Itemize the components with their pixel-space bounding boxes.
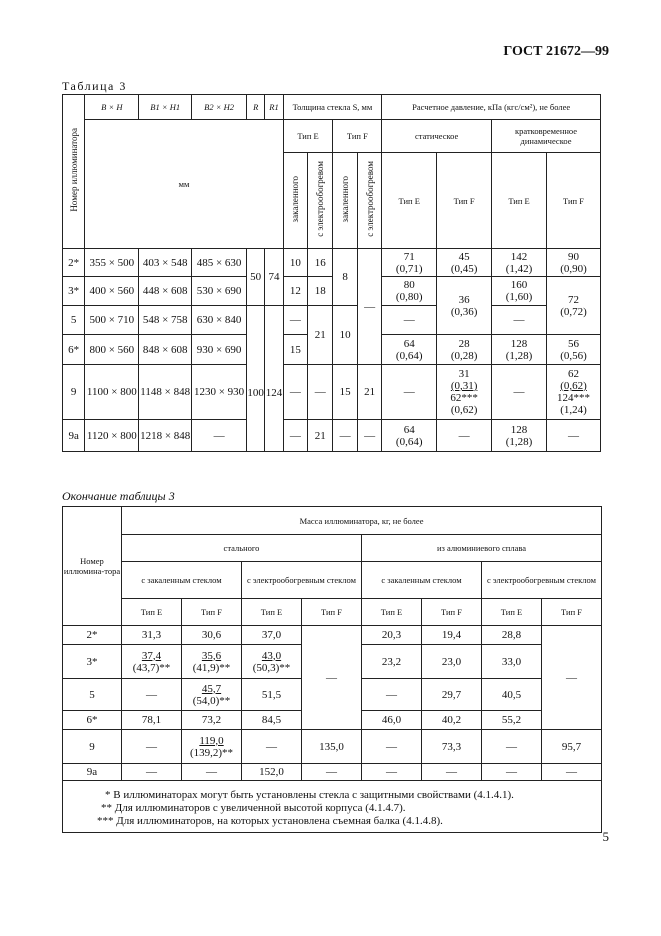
cell-s-e-h: —	[308, 365, 333, 420]
cell-r1: 124	[265, 335, 283, 452]
cell: 73,2	[182, 711, 242, 730]
header-tempered-f: закаленного	[333, 153, 357, 249]
cell: 31,3	[122, 626, 182, 645]
cell: —	[362, 730, 422, 764]
cell-s-f-h: —	[357, 420, 381, 452]
cell-s-e-t: 12	[283, 277, 307, 306]
table-3	[62, 94, 601, 452]
header-alu-heated: с электрообогревным стеклом	[482, 562, 602, 599]
cell-b1h1: 403 × 548	[139, 249, 192, 277]
cell: —	[542, 626, 602, 730]
cell-ps-e: 71 (0,71)	[382, 249, 437, 277]
cell-b1h1: 1148 × 848	[139, 365, 192, 420]
cell: 33,0	[482, 645, 542, 679]
cell: 135,0	[302, 730, 362, 764]
header-type-e: Тип E	[482, 599, 542, 626]
page-number: 5	[602, 829, 609, 844]
cell: 40,2	[422, 711, 482, 730]
cell: 19,4	[422, 626, 482, 645]
header-unit: мм	[85, 120, 283, 249]
table-row	[63, 730, 602, 764]
header-type-f: Тип F	[542, 599, 602, 626]
cell: 84,5	[242, 711, 302, 730]
row-num: 3*	[63, 645, 122, 679]
row-num: 5	[63, 679, 122, 711]
cell-ps-f: —	[437, 420, 492, 452]
header-tempered-e: закаленного	[283, 153, 307, 249]
cell-s-e-t: 10	[283, 249, 307, 277]
row-num: 9а	[63, 420, 85, 452]
cell-pd-f: 62 (0,62) 124*** (1,24)	[546, 365, 600, 420]
header-alu-tempered: с закаленным стеклом	[362, 562, 482, 599]
cell: —	[302, 626, 362, 730]
header-b1h1: B1 × H1	[139, 95, 192, 120]
table-row	[63, 764, 602, 781]
cell-bh: 400 × 560	[85, 277, 139, 306]
cell-b1h1: 448 × 608	[139, 277, 192, 306]
cell-ps-f: 45 (0,45)	[437, 249, 492, 277]
cell-s-f-t: 15	[333, 365, 357, 420]
cell: 119,0 (139,2)**	[182, 730, 242, 764]
header-steel: стального	[122, 535, 362, 562]
table-row	[63, 277, 601, 306]
cell: 20,3	[362, 626, 422, 645]
footnote-3: *** Для иллюминаторов, на которых установлена съемная балка (4.1.4.8).	[97, 815, 443, 827]
cell-s-e-h: 18	[308, 277, 333, 306]
header-heated-e: с электрообогревом	[308, 153, 333, 249]
cell: 23,2	[362, 645, 422, 679]
footnote-2: ** Для иллюминаторов с увеличенной высотой корпуса (4.1.4.7).	[101, 802, 406, 814]
cell-r1: 74	[265, 249, 283, 306]
cell-s-e-h: 16	[308, 249, 333, 277]
cell: —	[362, 679, 422, 711]
row-num: 3*	[63, 277, 85, 306]
header-dynamic-e: Тип E	[492, 153, 547, 249]
cell: —	[122, 730, 182, 764]
header-type-e: Тип E	[362, 599, 422, 626]
cell-r1-blank	[265, 306, 283, 335]
cell-ps-e: 64 (0,64)	[382, 335, 437, 365]
cell-b1h1: 548 × 758	[139, 306, 192, 335]
cell: —	[422, 764, 482, 781]
cell-b2h2: 930 × 690	[192, 335, 247, 365]
header-type-f: Тип F	[422, 599, 482, 626]
cell: —	[122, 679, 182, 711]
cell-pd-f: 72 (0,72)	[546, 277, 600, 335]
cell: 37,4 (43,7)**	[122, 645, 182, 679]
header-mass: Масса иллюминатора, кг, не более	[122, 507, 602, 535]
cell-s-f-h: —	[357, 249, 381, 365]
cell-b2h2: 530 × 690	[192, 277, 247, 306]
row-num: 6*	[63, 711, 122, 730]
cell-ps-f: 36 (0,36)	[437, 277, 492, 335]
row-num: 2*	[63, 249, 85, 277]
cell: —	[482, 730, 542, 764]
cell-b2h2: 630 × 840	[192, 306, 247, 335]
header-static-f: Тип F	[437, 153, 492, 249]
cell-pd-f: —	[546, 420, 600, 452]
cell: —	[542, 764, 602, 781]
header-r: R	[247, 95, 265, 120]
cell-ps-e: —	[382, 306, 437, 335]
cell: —	[362, 764, 422, 781]
document-header: ГОСТ 21672—99	[503, 44, 609, 59]
header-type-f: Тип F	[302, 599, 362, 626]
cell-b2h2: 485 × 630	[192, 249, 247, 277]
header-heated-f: с электрообогревом	[357, 153, 381, 249]
cell-s-f-t: 10	[333, 306, 357, 365]
cell-bh: 355 × 500	[85, 249, 139, 277]
cell: 30,6	[182, 626, 242, 645]
cell-pd-f: 56 (0,56)	[546, 335, 600, 365]
cell: 40,5	[482, 679, 542, 711]
header-type-e: Тип E	[122, 599, 182, 626]
row-num: 5	[63, 306, 85, 335]
cell-ps-e: 80 (0,80)	[382, 277, 437, 306]
footnotes	[63, 781, 602, 833]
cell: 46,0	[362, 711, 422, 730]
cell-ps-e: —	[382, 365, 437, 420]
cell-s-e-t: —	[283, 420, 307, 452]
cell: 152,0	[242, 764, 302, 781]
cell-b1h1: 1218 × 848	[139, 420, 192, 452]
table-row	[63, 249, 601, 277]
cell-r: 50	[247, 249, 265, 306]
header-bh: B × H	[85, 95, 139, 120]
header-steel-tempered: с закаленным стеклом	[122, 562, 242, 599]
header-static: статическое	[382, 120, 492, 153]
cell-pd-e: 142 (1,42)	[492, 249, 547, 277]
table-row	[63, 365, 601, 420]
header-steel-heated: с электрообогревным стеклом	[242, 562, 362, 599]
cell-bh: 1100 × 800	[85, 365, 139, 420]
table-continuation-caption: Окончание таблицы 3	[62, 489, 175, 503]
cell: 37,0	[242, 626, 302, 645]
row-num: 9	[63, 730, 122, 764]
cell: 23,0	[422, 645, 482, 679]
cell-r: 100	[247, 335, 265, 452]
cell: —	[182, 764, 242, 781]
header-type-f: Тип F	[182, 599, 242, 626]
cell: 45,7 (54,0)**	[182, 679, 242, 711]
cell-s-e-h: 21	[308, 306, 333, 365]
cell-ps-e: 64 (0,64)	[382, 420, 437, 452]
cell: 35,6 (41,9)**	[182, 645, 242, 679]
cell: 78,1	[122, 711, 182, 730]
cell-pd-e: 128 (1,28)	[492, 420, 547, 452]
table-row	[63, 420, 601, 452]
cell-pd-e: —	[492, 365, 547, 420]
header-type-e: Тип E	[242, 599, 302, 626]
table-3-continuation	[62, 506, 602, 833]
table-row	[63, 306, 601, 335]
cell-s-f-h: 21	[357, 365, 381, 420]
row-num: 9а	[63, 764, 122, 781]
header-static-e: Тип E	[382, 153, 437, 249]
cell-s-e-t: —	[283, 365, 307, 420]
cell-bh: 1120 × 800	[85, 420, 139, 452]
cell-pd-e: —	[492, 306, 547, 335]
cell-pd-f: 90 (0,90)	[546, 249, 600, 277]
header-b2h2: B2 × H2	[192, 95, 247, 120]
cell-ps-f: 31 (0,31) 62*** (0,62)	[437, 365, 492, 420]
cell: —	[302, 764, 362, 781]
cell-ps-f: 28 (0,28)	[437, 335, 492, 365]
header-r1: R1	[265, 95, 283, 120]
cell-r-blank	[247, 306, 265, 335]
cell: 95,7	[542, 730, 602, 764]
header-dynamic: кратковременное динамическое	[492, 120, 601, 153]
cell: 55,2	[482, 711, 542, 730]
cell-s-e-t: —	[283, 306, 307, 335]
cell: —	[482, 764, 542, 781]
cell: 28,8	[482, 626, 542, 645]
cell-s-f-t: —	[333, 420, 357, 452]
header-type-e: Тип E	[283, 120, 333, 153]
cell: 51,5	[242, 679, 302, 711]
cell-s-e-h: 21	[308, 420, 333, 452]
cell: —	[122, 764, 182, 781]
table-row	[63, 626, 602, 645]
footnote-1: * В иллюминаторах могут быть установлены стекла с защитными свойствами (4.1.4.1).	[105, 789, 514, 801]
cell-pd-e: 160 (1,60)	[492, 277, 547, 306]
cell: 73,3	[422, 730, 482, 764]
cell-b1h1: 848 × 608	[139, 335, 192, 365]
header-num: Номер иллюмина-тора	[63, 507, 122, 626]
header-pressure: Расчетное давление, кПа (кгс/см²), не более	[382, 95, 601, 120]
header-type-f: Тип F	[333, 120, 382, 153]
cell-b2h2: 1230 × 930	[192, 365, 247, 420]
cell-pd-e: 128 (1,28)	[492, 335, 547, 365]
row-num: 9	[63, 365, 85, 420]
cell: —	[242, 730, 302, 764]
header-dynamic-f: Тип F	[546, 153, 600, 249]
row-num: 6*	[63, 335, 85, 365]
header-thickness: Толщина стекла S, мм	[283, 95, 382, 120]
row-num: 2*	[63, 626, 122, 645]
cell-s-e-t: 15	[283, 335, 307, 365]
header-alu: из алюминиевого сплава	[362, 535, 602, 562]
cell-b2h2: —	[192, 420, 247, 452]
cell: 29,7	[422, 679, 482, 711]
table-caption: Таблица 3	[62, 79, 127, 93]
cell-s-f-t: 8	[333, 249, 357, 306]
cell: 43,0 (50,3)**	[242, 645, 302, 679]
cell-bh: 500 × 710	[85, 306, 139, 335]
header-num: Номер иллюминатора	[63, 95, 85, 249]
cell-bh: 800 × 560	[85, 335, 139, 365]
